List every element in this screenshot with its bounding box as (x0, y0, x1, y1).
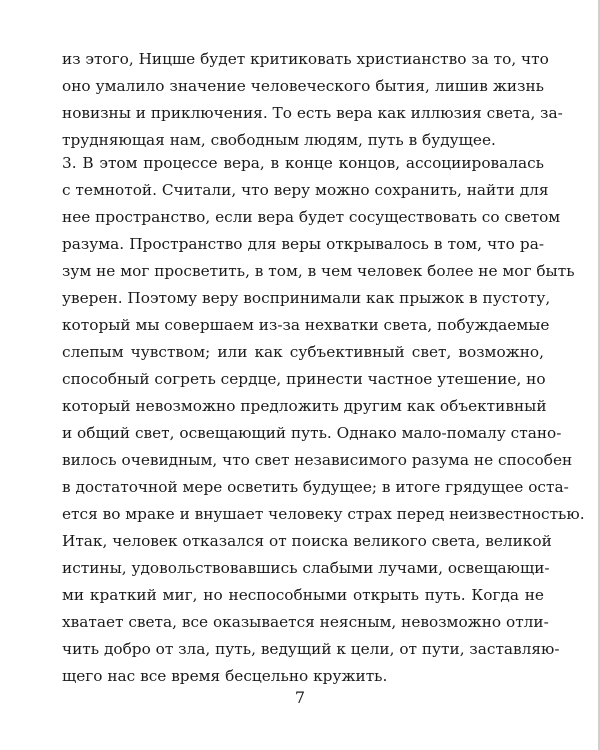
text-line: трудняющая нам, свободным людям, путь в будущее. (62, 131, 496, 149)
paragraph-2 (62, 150, 585, 690)
text-line: разума. Пространство для веры открывалось в том, что ра- (62, 235, 544, 253)
text-line: уверен. Поэтому веру воспринимали как прыжок в пустоту, (62, 289, 551, 307)
text-line: нее пространство, если вера будет сосуществовать со светом (62, 208, 561, 226)
text-line: в достаточной мере осветить будущее; в итоге грядущее оста- (62, 478, 569, 496)
text-line: зум не мог просветить, в том, в чем человек более не мог быть (62, 262, 575, 280)
text-line: вилось очевидным, что свет независимого разума не способен (62, 451, 573, 469)
text-line: хватает света, все оказывается неясным, невозможно отли- (62, 613, 549, 631)
text-line: способный согреть сердце, принести частное утешение, но (62, 370, 546, 388)
text-line: ми краткий миг, но неспособными открыть путь. Когда не (62, 586, 544, 604)
text-line: который мы совершаем из-за нехватки света, побуждаемые (62, 316, 550, 334)
page-number: 7 (294, 688, 306, 707)
text-line: который невозможно предложить другим как объективный (62, 397, 547, 415)
text-line: с темнотой. Считали, что веру можно сохранить, найти для (62, 181, 549, 199)
text-line: щего нас все время бесцельно кружить. (62, 667, 388, 685)
text-line: и общий свет, освещающий путь. Однако мало-помалу стано- (62, 424, 562, 442)
text-line: истины, удовольствовавшись слабыми лучами, освещающи- (62, 559, 550, 577)
text-line: оно умалило значение человеческого бытия, лишив жизнь (62, 77, 544, 95)
text-line: новизны и приключения. То есть вера как иллюзия света, за- (62, 104, 563, 122)
text-line: из этого, Ницше будет критиковать христианство за то, что (62, 50, 549, 68)
text-line: ется во мраке и внушает человеку страх перед неизвестностью. (62, 505, 585, 523)
text-line: Итак, человек отказался от поиска великого света, великой (62, 532, 552, 550)
paragraph-1 (62, 46, 563, 154)
text-line: 3. В этом процессе вера, в конце концов, ассоциировалась (62, 154, 544, 172)
text-line: чить добро от зла, путь, ведущий к цели, от пути, заставляю- (62, 640, 560, 658)
text-line: слепым чувством; или как субъективный свет, возможно, (62, 343, 544, 361)
